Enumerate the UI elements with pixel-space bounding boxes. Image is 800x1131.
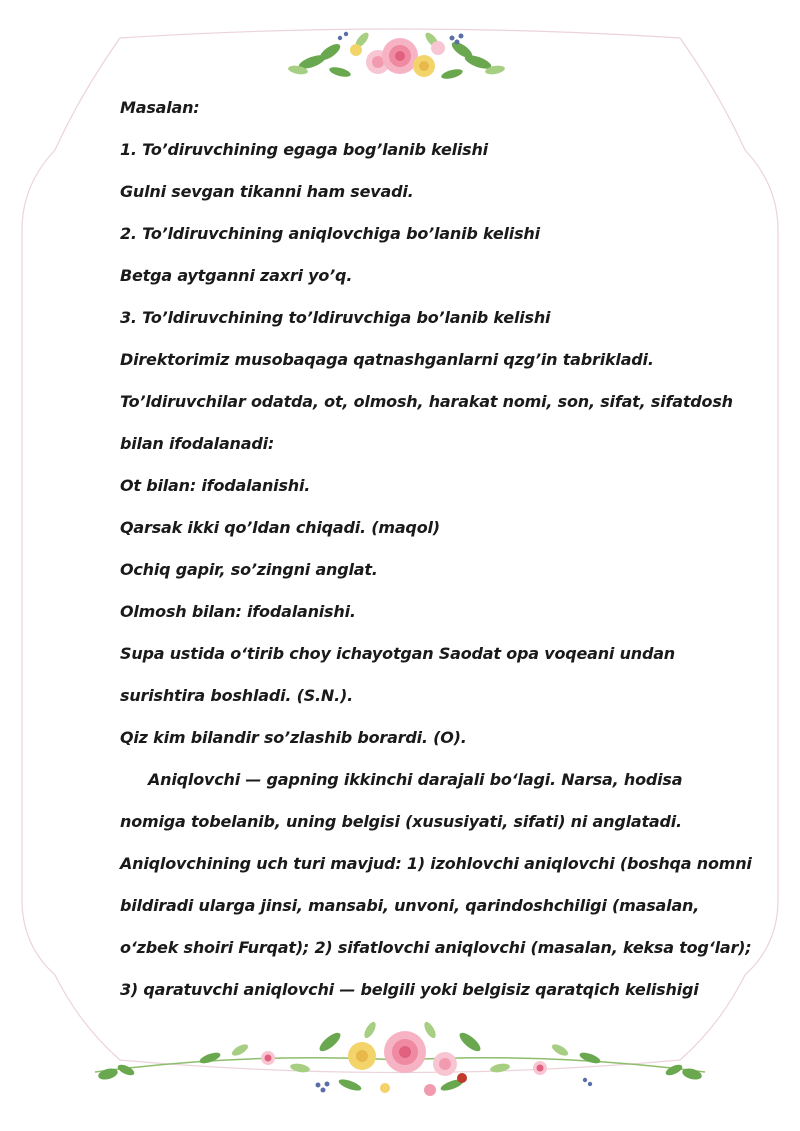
text-line: Gulni sevgan tikanni ham sevadi.: [120, 182, 414, 201]
text-line: 3) qaratuvchi aniqlovchi — belgili yoki belgisiz qaratqich kelishigi: [120, 980, 699, 999]
text-line: Aniqlovchi — gapning ikkinchi darajali bo‘lagi. Narsa, hodisa: [148, 770, 683, 789]
text-line: 1. To’diruvchining egaga bog’lanib kelishi: [120, 140, 488, 159]
text-line: bildiradi ularga jinsi, mansabi, unvoni, qarindoshchiligi (masalan,: [120, 896, 700, 915]
text-line: nomiga tobelanib, uning belgisi (xususiyati, sifati) ni anglatadi.: [120, 812, 682, 831]
text-line: Betga aytganni zaxri yo’q.: [120, 266, 353, 285]
text-line: Qiz kim bilandir so’zlashib borardi. (O).: [120, 728, 467, 747]
text-line: surishtira boshladi. (S.N.).: [120, 686, 353, 705]
text-line: bilan ifodalanadi:: [120, 434, 275, 453]
text-line: Supa ustida o‘tirib choy ichayotgan Saodat opa voqeani undan: [120, 644, 676, 663]
text-line: Ot bilan: ifodalanishi.: [120, 476, 311, 495]
text-line: Ochiq gapir, so’zingni anglat.: [120, 560, 378, 579]
text-line: o‘zbek shoiri Furqat); 2) sifatlovchi aniqlovchi (masalan, keksa tog‘lar);: [120, 938, 752, 957]
text-line: To’ldiruvchilar odatda, ot, olmosh, harakat nomi, son, sifat, sifatdosh: [120, 392, 733, 411]
text-line: Direktorimiz musobaqaga qatnashganlarni qzg’in tabrikladi.: [120, 350, 654, 369]
text-line: Olmosh bilan: ifodalanishi.: [120, 602, 356, 621]
text-line: 2. To’ldiruvchining aniqlovchiga bo’lanib kelishi: [120, 224, 540, 243]
text-line: Masalan:: [120, 98, 200, 117]
document-body: [120, 98, 752, 1022]
text-line: Qarsak ikki qo’ldan chiqadi. (maqol): [120, 518, 440, 537]
text-line: Aniqlovchining uch turi mavjud: 1) izohlovchi aniqlovchi (boshqa nomni: [120, 854, 752, 873]
text-line: 3. To’ldiruvchining to’ldiruvchiga bo’lanib kelishi: [120, 308, 551, 327]
